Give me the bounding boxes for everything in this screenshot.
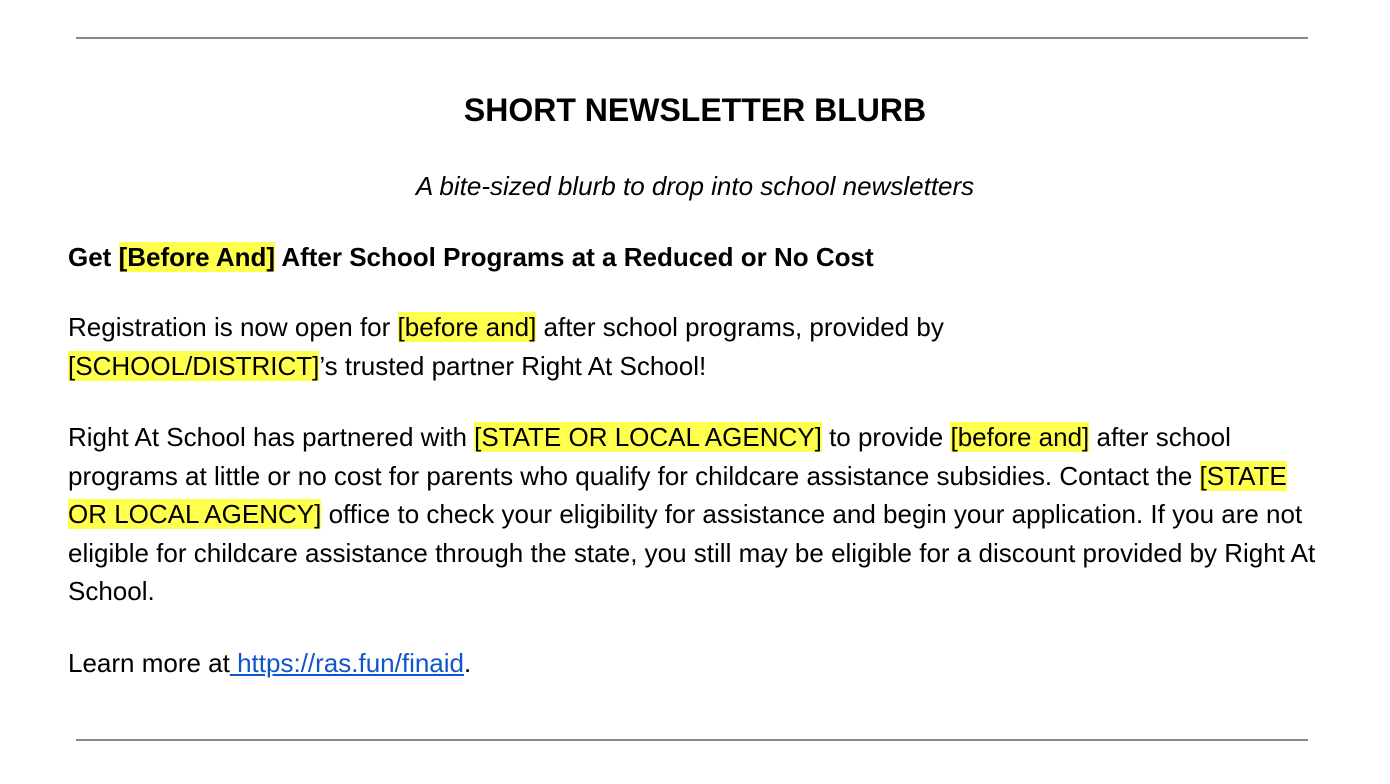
paragraph-text: Right At School has partnered with xyxy=(68,422,475,452)
paragraph-text: ’s trusted partner Right At School! xyxy=(319,350,707,381)
placeholder-highlight: [STATE OR LOCAL AGENCY] xyxy=(474,422,822,452)
placeholder-highlight: [SCHOOL/DISTRICT] xyxy=(68,350,320,381)
heading-text: Get xyxy=(68,242,119,272)
finaid-link[interactable]: https://ras.fun/finaid xyxy=(229,648,465,678)
section-heading xyxy=(68,238,1328,277)
paragraph-text: after school programs, provided by xyxy=(536,312,944,342)
paragraph-registration xyxy=(68,308,1328,385)
paragraph-text: to provide xyxy=(821,422,951,452)
bottom-divider xyxy=(76,739,1308,741)
placeholder-highlight: [Before And] xyxy=(118,242,276,272)
top-divider xyxy=(76,37,1308,39)
paragraph-partnership xyxy=(68,418,1328,611)
paragraph-text: office to check your eligibility for assistance and begin your application. If you are not eligible for childcare assistance through the state, you still may be eligible for a discount provided by Right At School. xyxy=(68,499,1316,606)
paragraph-text: after school programs at little or no cost for parents who qualify for childcare assistance subsidies. Contact the xyxy=(68,422,1231,491)
placeholder-highlight: [before and] xyxy=(397,312,537,342)
paragraph-learn-more xyxy=(68,644,1328,683)
page-title: SHORT NEWSLETTER BLURB xyxy=(463,92,927,128)
placeholder-highlight: [before and] xyxy=(950,422,1090,452)
paragraph-text: Learn more at xyxy=(68,648,230,678)
paragraph-text: . xyxy=(464,648,472,678)
heading-text: After School Programs at a Reduced or No Cost xyxy=(275,242,874,272)
placeholder-highlight: [STATE OR LOCAL AGENCY] xyxy=(68,460,1287,529)
page-subtitle: A bite-sized blurb to drop into school newsletters xyxy=(415,171,975,201)
paragraph-text: Registration is now open for xyxy=(68,312,398,342)
